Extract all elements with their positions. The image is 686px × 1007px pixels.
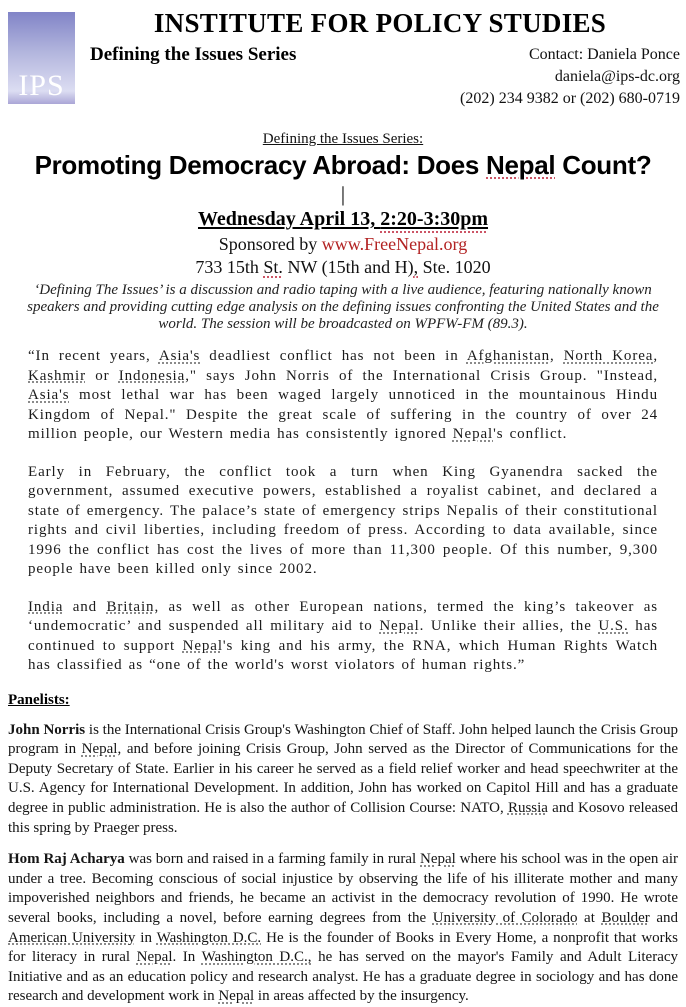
letterhead — [0, 0, 686, 114]
text-segment: Asia's — [28, 387, 70, 404]
text-segment: and — [63, 598, 107, 615]
text-segment: University of Colorado — [432, 909, 578, 926]
text-segment: Asia's — [158, 348, 201, 365]
letterhead-row — [80, 44, 680, 110]
text-segment: Nepal — [81, 741, 118, 758]
text-segment: most lethal war has been waged largely unnoticed in the mountainous Hindu Kingdom of Nepal." Despite the great scale of suffering in the country of over 24 million people, our Western media has consistently ignored — [28, 387, 658, 443]
text-segment: Kashmir — [28, 367, 86, 384]
text-segment: Nepal — [136, 949, 173, 966]
text-segment: 's conflict. — [493, 426, 568, 443]
text-segment: , — [550, 348, 564, 365]
panelist-bio-hom-raj-acharya — [8, 850, 678, 1007]
text-segment: has continued to support — [28, 618, 658, 654]
panelists-section — [8, 676, 678, 1007]
text-segment: Nepal — [379, 618, 420, 635]
org-name: INSTITUTE FOR POLICY STUDIES — [153, 8, 607, 38]
text-segment: Promoting Democracy Abroad: Does — [34, 150, 487, 180]
text-segment: Sponsored by — [218, 234, 322, 255]
text-segment: “In recent years, — [28, 348, 159, 365]
text-segment: and — [649, 909, 678, 926]
text-segment: or — [85, 367, 119, 384]
text-segment: , — [653, 348, 658, 365]
text-segment: is the International Crisis Group's Washington Chief of Staff. John helped launch the Crisis Group program in — [8, 721, 679, 758]
text-segment: Hom Raj Acharya — [8, 851, 125, 868]
text-segment: and Kosovo released this spring by Praeger press. — [8, 799, 678, 836]
text-segment: at — [577, 909, 602, 926]
text-segment: in — [135, 929, 157, 946]
text-segment: U.S. — [598, 618, 629, 635]
text-segment: where his school was in the open air under a tree. Becoming conscious of social injustice by observing the life of his illiterate mother and many impoverished neighbors and friends, he became an activist in the democracy revolution of 1990. He wrote several books, including a novel, before earning degrees from the — [8, 851, 679, 926]
text-segment: . Unlike their allies, the — [419, 618, 599, 635]
text-segment: North Korea — [563, 348, 654, 365]
text-segment: ," says John Norris of the International Crisis Group. "Instead, — [185, 367, 658, 384]
text-segment: Washington D.C. — [156, 929, 262, 946]
text-segment: Nepal — [486, 150, 556, 180]
text-segment: he has served on the mayor's Family and Adult Literacy Initiative and as an education policy and research analyst. He has a graduate degree in sociology and has done research and development work in — [8, 949, 679, 1005]
text-segment: Washington D.C., — [201, 949, 312, 966]
text-segment: Wednesday April 13, — [197, 208, 381, 231]
text-segment: deadliest conflict has not been in — [200, 348, 467, 365]
text-segment: Nepal — [452, 426, 494, 443]
text-segment: . In — [172, 949, 202, 966]
text-segment: India — [28, 598, 64, 615]
text-segment: St. — [263, 257, 283, 278]
body-paragraph-3 — [28, 598, 658, 676]
pipe-divider: | — [340, 182, 346, 206]
contact-name: Contact: Daniela Ponce — [528, 46, 680, 63]
event-description: ‘Defining The Issues’ is a discussion and radio taping with a live audience, featuring nationally known speakers and providing cutting edge analysis on the defining issues confronting the United States and the world. The session will be broadcasted on WPFW-FM (89.3). — [27, 282, 659, 333]
body-paragraph-1 — [28, 347, 658, 445]
text-segment: Early in February, the conflict took a turn when King Gyanendra sacked the government, assumed executive powers, established a royalist cabinet, and declared a state of emergency. The palace’s state of emergency strips Nepalis of their constitutional rights and civil liberties, including freedom of press. According to data available, since 1996 the conflict has cost the lives of more than 11,300 people. Of this number, 9,300 people have been killed only since 2002. — [28, 463, 658, 578]
text-segment: Ste. 1020 — [418, 257, 491, 278]
event-block — [0, 130, 686, 333]
contact-email[interactable]: daniela@ips-dc.org — [554, 68, 680, 85]
text-segment: He is the founder of Books in Every Home, a nonprofit that works for literacy in rural — [8, 929, 678, 966]
panelists-heading: Panelists: — [8, 691, 70, 708]
ips-logo-text: IPS — [18, 69, 65, 102]
text-segment: Britain — [106, 598, 155, 615]
ips-logo — [8, 12, 75, 104]
text-segment: Russia — [507, 799, 548, 816]
text-segment: Boulder — [601, 909, 650, 926]
series-name: Defining the Issues Series — [90, 44, 297, 65]
text-segment: , as well as other European nations, termed the king’s takeover as ‘undemocratic’ and suspended all military aid to — [28, 598, 658, 635]
event-title — [0, 150, 686, 181]
contact-phone: (202) 234 9382 or (202) 680-0719 — [460, 90, 680, 107]
contact-block — [460, 44, 680, 110]
text-segment: in areas affected by the insurgency. — [254, 988, 469, 1005]
text-segment: Nepal — [218, 988, 255, 1005]
text-segment: , and before joining Crisis Group, John served as the Director of Communications for the Deputy Secretary of State. Earlier in his career he served as a field relief worker and head speechwriter at the U.S. Agency for International Development. In addition, John has worked on Capitol Hill and has a graduate degree in public administration. He is also the author of Collision Course: NATO, — [8, 741, 679, 816]
text-segment: 's king and his army, the RNA, which Human Rights Watch has classified as “one of the world's worst violators of human rights.” — [28, 637, 659, 674]
body-paragraph-2 — [28, 463, 658, 580]
event-series-line: Defining the Issues Series: — [262, 131, 424, 147]
text-segment: Afghanistan — [466, 348, 551, 365]
letterhead-right — [80, 8, 686, 110]
text-segment: , — [413, 257, 419, 278]
event-address — [0, 257, 686, 278]
text-segment: John Norris — [8, 721, 86, 738]
event-datetime — [198, 208, 488, 231]
text-segment: NW (15th and H) — [282, 257, 414, 278]
text-segment: Nepal — [420, 851, 456, 868]
text-segment: Count? — [555, 150, 652, 180]
text-segment: Nepal — [182, 637, 223, 654]
event-sponsor-line — [0, 234, 686, 255]
text-segment: 2:20-3:30pm — [380, 208, 489, 231]
text-segment: Indonesia — [118, 367, 186, 384]
sponsor-link[interactable]: www.FreeNepal.org — [321, 234, 468, 255]
text-segment: 733 15th — [195, 257, 264, 278]
text-segment: American University — [8, 929, 136, 946]
body-text — [28, 347, 658, 676]
text-segment: was born and raised in a farming family in rural — [124, 851, 421, 868]
panelist-bio-john-norris — [8, 721, 678, 839]
